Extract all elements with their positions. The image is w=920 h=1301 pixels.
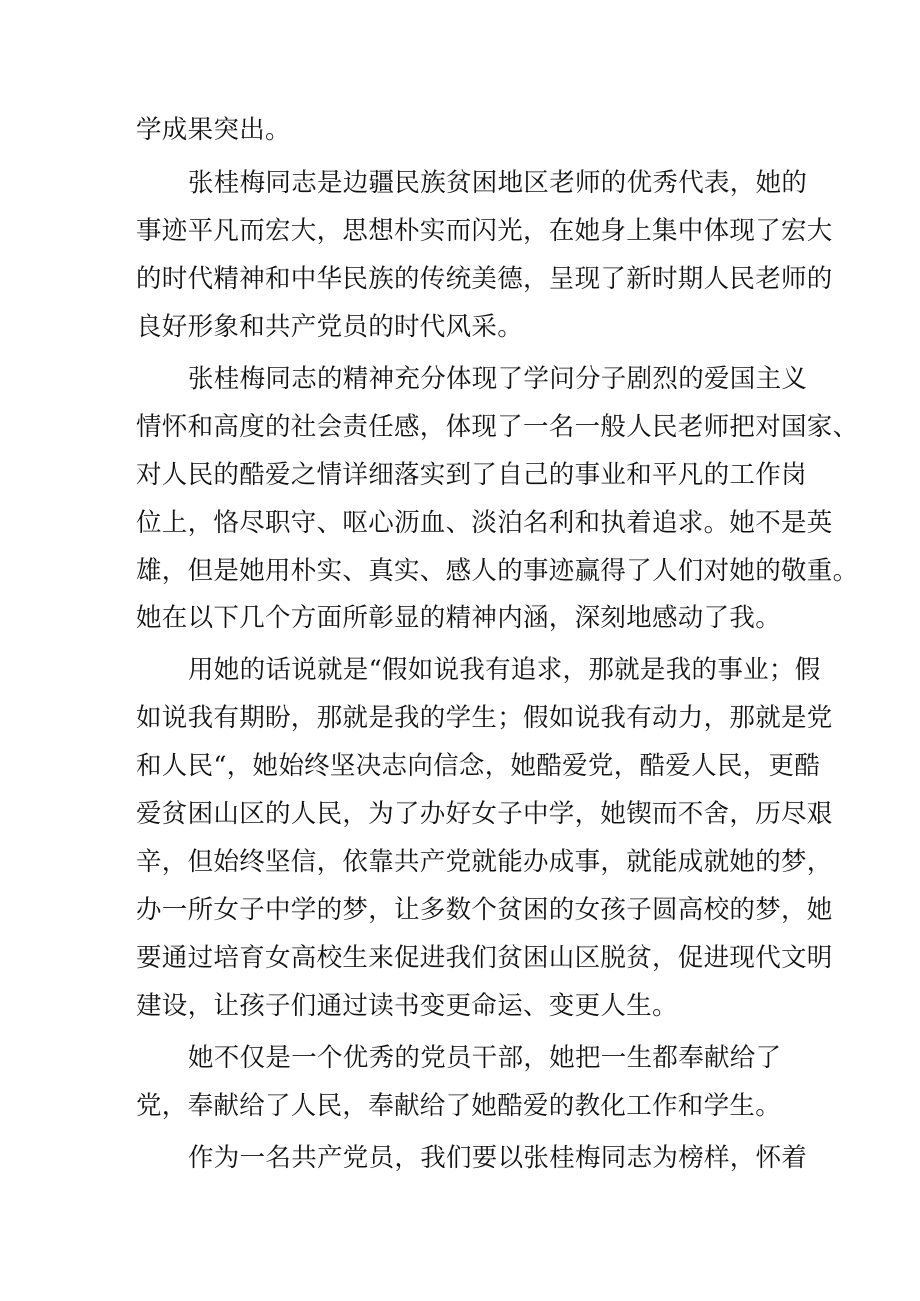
text-line: 学成果突出。 <box>136 115 291 145</box>
paragraph-first-line: 张桂梅同志是边疆民族贫困地区老师的优秀代表，她的 <box>188 168 808 198</box>
text-line: 和人民“，她始终坚决志向信念，她酷爱党，酷爱人民，更酷 <box>136 751 821 781</box>
paragraph-first-line: 她不仅是一个优秀的党员干部，她把一生都奉献给了 <box>188 1043 782 1073</box>
text-line: 位上，恪尽职守、呕心沥血、淡泊名利和执着追求。她不是英 <box>136 508 833 538</box>
text-line: 建设，让孩子们通过读书变更命运、变更人生。 <box>136 991 678 1021</box>
text-line: 对人民的酷爱之情详细落实到了自己的事业和平凡的工作岗 <box>136 460 807 490</box>
text-line: 她在以下几个方面所彰显的精神内涵，深刻地感动了我。 <box>136 603 782 633</box>
text-line: 事迹平凡而宏大，思想朴实而闪光，在她身上集中体现了宏大 <box>136 216 833 246</box>
paragraph-first-line: 张桂梅同志的精神充分体现了学问分子剧烈的爱国主义 <box>188 364 808 394</box>
text-line: 的时代精神和中华民族的传统美德，呈现了新时期人民老师的 <box>136 264 833 294</box>
text-line: 雄，但是她用朴实、真实、感人的事迹赢得了人们对她的敬重。 <box>136 556 859 586</box>
paragraph-first-line: 用她的话说就是“假如说我有追求，那就是我的事业；假 <box>188 655 821 685</box>
text-line: 如说我有期盼，那就是我的学生；假如说我有动力，那就是党 <box>136 703 833 733</box>
text-line: 要通过培育女高校生来促进我们贫困山区脱贫，促进现代文明 <box>136 943 833 973</box>
text-line: 情怀和高度的社会责任感，体现了一名一般人民老师把对国家、 <box>136 412 859 442</box>
paragraph-first-line: 作为一名共产党员，我们要以张桂梅同志为榜样，怀着 <box>188 1143 808 1173</box>
text-line: 良好形象和共产党员的时代风采。 <box>136 312 524 342</box>
text-line: 办一所女子中学的梦，让多数个贫困的女孩子圆高校的梦，她 <box>136 895 833 925</box>
text-line: 辛，但始终坚信，依靠共产党就能办成事，就能成就她的梦， <box>136 847 833 877</box>
text-line: 党，奉献给了人民，奉献给了她酷爱的教化工作和学生。 <box>136 1091 782 1121</box>
text-line: 爱贫困山区的人民，为了办好女子中学，她锲而不舍，历尽艰 <box>136 799 833 829</box>
